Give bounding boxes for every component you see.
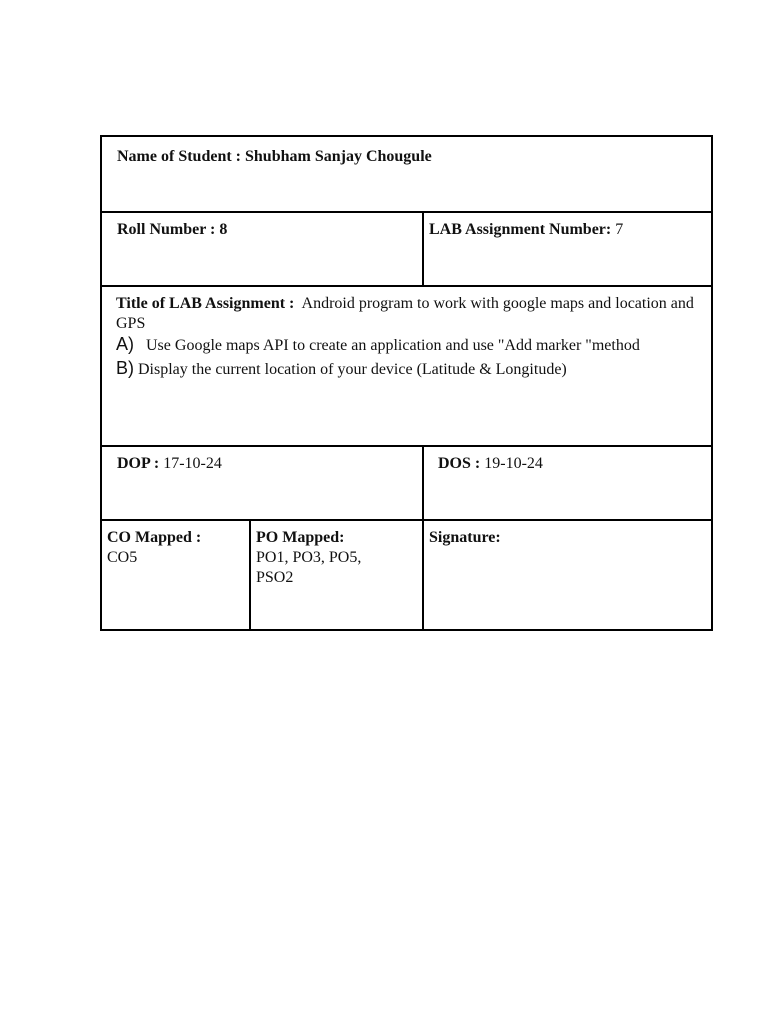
po-mapped-label: PO Mapped: xyxy=(256,529,345,546)
student-name-label: Name of Student : xyxy=(117,148,241,165)
dos-row xyxy=(438,454,543,474)
title-item-a xyxy=(116,334,640,356)
po-mapped-value-line2: PSO2 xyxy=(256,569,294,586)
column-divider xyxy=(249,519,251,631)
row-divider xyxy=(102,285,711,287)
title-value-line1: Android program to work with google maps and location and xyxy=(301,295,694,312)
item-b-marker: B) xyxy=(116,358,134,378)
title-item-b xyxy=(116,358,567,380)
student-name-value: Shubham Sanjay Chougule xyxy=(245,148,432,165)
lab-number-label: LAB Assignment Number: xyxy=(429,221,612,238)
row-divider xyxy=(102,211,711,213)
title-label: Title of LAB Assignment : xyxy=(116,295,295,312)
column-divider xyxy=(422,211,424,285)
item-b-text: Display the current location of your device (Latitude & Longitude) xyxy=(138,361,567,378)
row-divider xyxy=(102,445,711,447)
row-divider xyxy=(102,519,711,521)
roll-number-row xyxy=(117,220,227,240)
column-divider xyxy=(422,445,424,631)
co-mapped-value: CO5 xyxy=(107,549,138,566)
dos-label: DOS : xyxy=(438,455,481,472)
lab-number-row xyxy=(429,220,623,240)
po-mapped-value-line1: PO1, PO3, PO5, xyxy=(256,549,362,566)
title-value-line2: GPS xyxy=(116,315,146,332)
signature-label: Signature: xyxy=(429,529,501,546)
lab-assignment-form xyxy=(100,135,713,631)
student-name-row xyxy=(117,147,432,167)
item-a-marker: A) xyxy=(116,334,134,354)
dop-label: DOP : xyxy=(117,455,160,472)
co-mapped-label: CO Mapped : xyxy=(107,529,202,546)
lab-number-value: 7 xyxy=(615,221,624,238)
roll-number-label: Roll Number : xyxy=(117,221,216,238)
dos-value: 19-10-24 xyxy=(484,455,543,472)
dop-value: 17-10-24 xyxy=(163,455,222,472)
roll-number-value: 8 xyxy=(219,221,228,238)
dop-row xyxy=(117,454,222,474)
item-a-text: Use Google maps API to create an application and use "Add marker "method xyxy=(146,337,640,354)
title-line-2 xyxy=(116,314,145,334)
title-line-1 xyxy=(116,294,694,314)
